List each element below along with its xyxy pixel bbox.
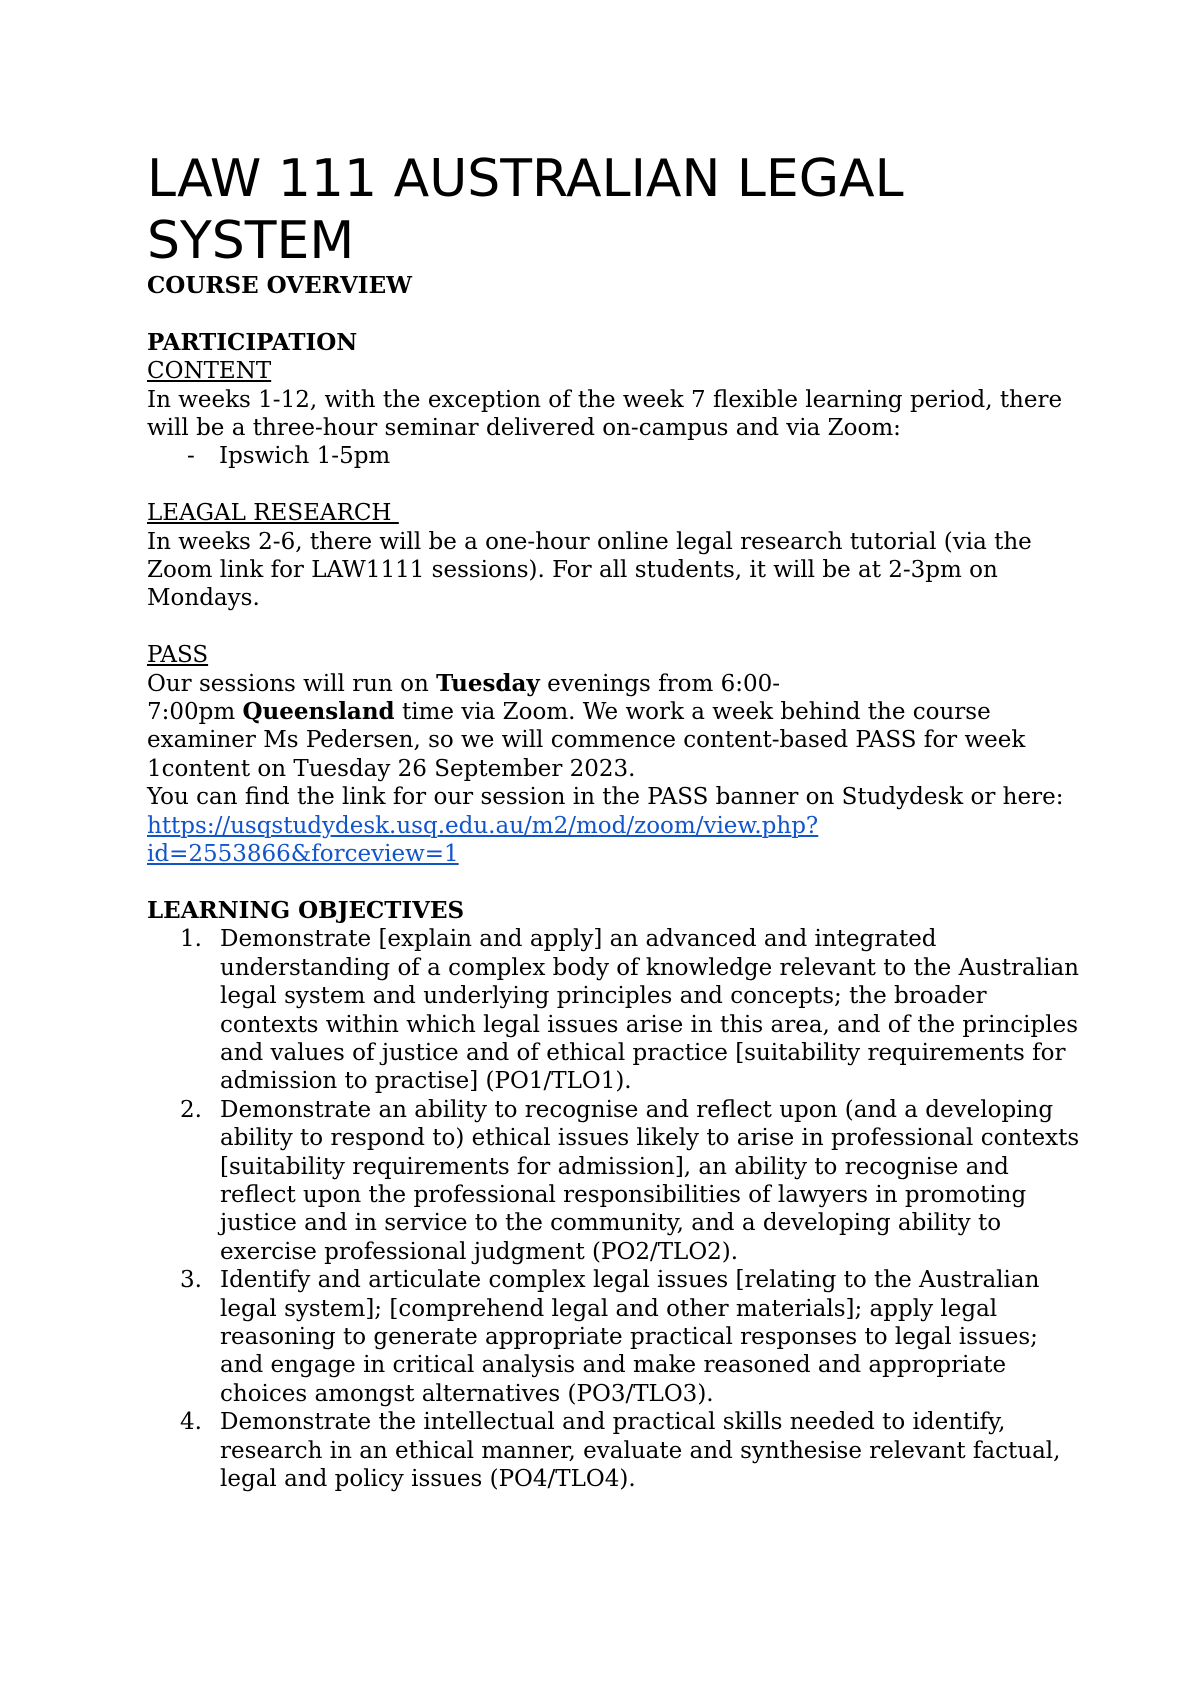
spacer <box>147 868 1087 896</box>
list-item <box>147 925 1087 1095</box>
zoom-link[interactable] <box>147 813 818 867</box>
objective-text: Demonstrate the intellectual and practical skills needed to identify, research in an ethical manner, evaluate and synthesise relevant factual, legal and policy issues (PO4/TLO4). <box>220 1409 1061 1492</box>
list-number: 2. <box>180 1096 202 1123</box>
campus-list <box>147 442 1087 470</box>
pass-text: Our sessions will run on <box>147 670 437 697</box>
list-number: 3. <box>180 1267 202 1294</box>
pass-text: time via Zoom. We work a week behind the course examiner Ms Pedersen, so we will commence content-based PASS for week 1content on Tuesday 26 September 2023. <box>147 699 1033 782</box>
document-title: LAW 111 AUSTRALIAN LEGAL SYSTEM <box>147 149 904 271</box>
objective-text: Demonstrate an ability to recognise and reflect upon (and a developing ability to respond to) ethical issues likely to arise in professional contexts [suitability requirements for admission], an ability to recognise and reflect upon the professional responsibilities of lawyers in promoting justice and in service to the community, and a developing ability to exercise professional judgment (PO2/TLO2). <box>220 1096 1080 1265</box>
list-number: 1. <box>180 926 202 953</box>
zoom-link-line-1: https://usqstudydesk.usq.edu.au/m2/mod/zoom/view.php? <box>147 812 819 839</box>
pass-heading: PASS <box>147 642 209 669</box>
pass-day: Tuesday <box>436 669 540 697</box>
objectives-list <box>147 925 1087 1493</box>
legal-research-heading: LEAGAL RESEARCH <box>147 500 399 527</box>
pass-timezone: Queensland <box>242 698 395 726</box>
list-item <box>147 1096 1087 1266</box>
participation-heading: PARTICIPATION <box>147 328 358 356</box>
learning-objectives-heading: LEARNING OBJECTIVES <box>147 896 465 924</box>
pass-text: evenings from 6:00- <box>539 670 781 697</box>
content-heading: CONTENT <box>147 358 272 385</box>
objective-text: Identify and articulate complex legal issues [relating to the Australian legal system]; [comprehend legal and other materials]; apply legal reasoning to generate appropriate practical responses to legal issues; and engage in critical analysis and make reasoned and appropriate choices amongst alternatives (PO3/TLO3). <box>220 1267 1040 1407</box>
content-text: In weeks 1-12, with the exception of the week 7 flexible learning period, there will be a three-hour seminar delivered on-campus and via Zoom: <box>147 386 1063 442</box>
pass-paragraph <box>147 670 1087 784</box>
spacer <box>147 471 1087 499</box>
course-overview-heading: COURSE OVERVIEW <box>147 272 412 299</box>
spacer <box>147 613 1087 641</box>
list-item <box>147 1408 1087 1493</box>
list-number: 4. <box>180 1409 202 1436</box>
spacer <box>147 300 1087 328</box>
pass-link-intro: You can find the link for our session in the PASS banner on Studydesk or here: <box>147 784 1064 811</box>
document-page <box>147 148 1087 1493</box>
pass-text: 7:00pm <box>147 699 243 726</box>
list-item <box>147 1266 1087 1408</box>
list-item: - Ipswich 1-5pm <box>187 442 1087 470</box>
pass-link-paragraph <box>147 812 1087 869</box>
zoom-link-line-2: id=2553866&forceview=1 <box>147 841 459 868</box>
legal-research-text: In weeks 2-6, there will be a one-hour online legal research tutorial (via the Zoom link for LAW1111 sessions). For all students, it will be at 2-3pm on Mondays. <box>147 528 1032 612</box>
objective-text: Demonstrate [explain and apply] an advanced and integrated understanding of a complex body of knowledge relevant to the Australian legal system and underlying principles and concepts; the broader contexts within which legal issues arise in this area, and of the principles and values of justice and of ethical practice [suitability requirements for admission to practise] (PO1/TLO1). <box>220 926 1079 1095</box>
